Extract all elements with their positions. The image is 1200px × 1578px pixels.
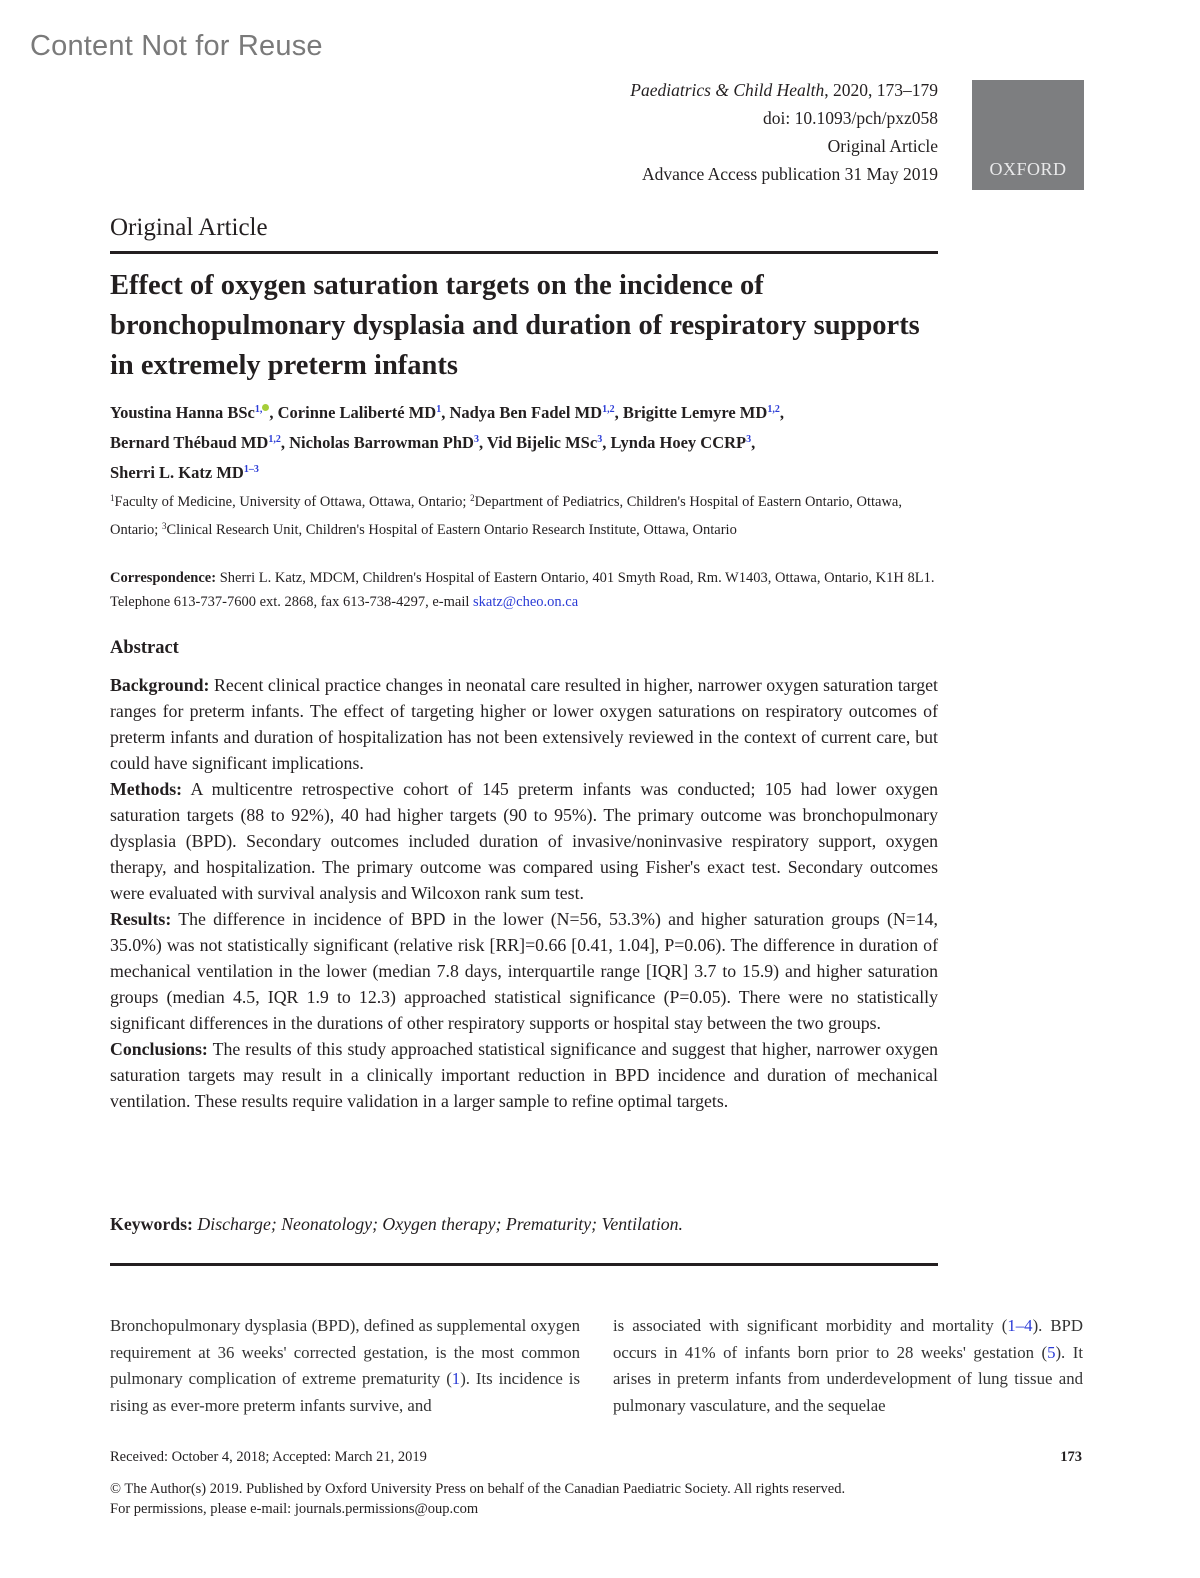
affiliation-marker: 3 — [161, 521, 167, 531]
received-accepted-dates: Received: October 4, 2018; Accepted: March 21, 2019 — [110, 1449, 427, 1465]
author-affiliation-ref[interactable]: 1–3 — [243, 464, 259, 475]
author: Nicholas Barrowman PhD — [289, 433, 474, 452]
affiliation: Department of Pediatrics, Children's Hospital of Eastern Ontario, Ottawa, Ontario; — [110, 494, 902, 538]
reference-link[interactable]: 1–4 — [1007, 1316, 1033, 1335]
journal-year-pages: , 2020, 173–179 — [824, 80, 938, 100]
journal-meta — [630, 76, 938, 188]
keywords-label: Keywords: — [110, 1214, 193, 1234]
abstract-conclusions — [110, 1036, 938, 1114]
author: Vid Bijelic MSc — [486, 433, 598, 452]
author: Corinne Laliberté MD — [277, 403, 437, 422]
author-affiliation-ref[interactable]: 1,2 — [602, 404, 615, 415]
author-list: Youstina Hanna BSc$^{1,}$ , Corinne Laliberté $MD^1$, Nadya Ben Fadel MD$^{1,2}$, Brigitte Lemyre MD$^{1,2}$, Bernard Thébaud MD$^{1,2}$, Nicholas Barrowman PhD$^3$, Vid Bijelic MSc$^3$, Lynda Hoey CCRP$^3$, Sherri L. Katz MD$^{1-3}$ — [110, 403, 784, 482]
section-label: Original Article — [110, 214, 268, 241]
body-text: ). It arises in preterm infants from underdevelopment of lung tissue and pulmonary vasculature, and the sequelae — [613, 1342, 1083, 1415]
affiliation-marker: 1 — [110, 493, 115, 503]
abstract-text: Recent clinical practice changes in neonatal care resulted in higher, narrower oxygen saturation target ranges for preterm infants. The effect of targeting higher or lower oxygen saturations on respiratory outcomes of preterm infants and duration of hospitalization has not been extensively reviewed in the context of current care, but could have significant implications. — [110, 675, 938, 773]
author-affiliation-ref[interactable]: 3 — [746, 434, 752, 445]
author: Youstina Hanna BSc — [110, 403, 255, 422]
orcid-icon[interactable] — [262, 404, 269, 411]
article-type: Original Article — [827, 136, 938, 156]
affiliation: Faculty of Medicine, University of Ottawa, Ottawa, Ontario; — [114, 494, 471, 510]
abstract-text: The difference in incidence of BPD in the lower (N=56, 53.3%) and higher saturation groups (N=14, 35.0%) was not statistically significant (relative risk [RR]=0.66 [0.41, 1.04], P=0.06). The difference in duration of mechanical ventilation in the lower (median 7.8 days, interquartile range [IQR] 3.7 to 15.9) and higher saturation groups (median 4.5, IQR 1.9 to 12.3) approached statistical significance (P=0.05). There were no statistically significant differences in the durations of other respiratory supports or hospital stay between the two groups. — [110, 909, 938, 1033]
reference-link[interactable]: 1 — [451, 1369, 461, 1388]
abstract-background — [110, 672, 938, 776]
author-affiliation-ref[interactable]: 1,2 — [767, 404, 780, 415]
abstract-label: Conclusions: — [110, 1039, 208, 1059]
body-text: ). BPD occurs in 41% of infants born prior to 28 weeks' gestation ( — [613, 1316, 1083, 1362]
correspondence-text: Sherri L. Katz, MDCM, Children's Hospital of Eastern Ontario, 401 Smyth Road, Rm. W1403, Ottawa, Ontario, K1H 8L1. Telephone 613-737-7600 ext. 2868, fax 613-738-4297, e-mail — [110, 570, 935, 610]
abstract-text: A multicentre retrospective cohort of 145 preterm infants was conducted; 105 had lower oxygen saturation targets (88 to 92%), 40 had higher targets (90 to 95%). The primary outcome was bronchopulmonary dysplasia (BPD). Secondary outcomes included duration of invasive/noninvasive respiratory support, oxygen therapy, and hospitalization. The primary outcome was compared using Fisher's exact test. Secondary outcomes were evaluated with survival analysis and Wilcoxon rank sum test. — [110, 779, 938, 903]
doi: doi: 10.1093/pch/pxz058 — [763, 108, 938, 128]
author-affiliation-ref[interactable]: 3 — [473, 434, 479, 445]
author-affiliation-ref[interactable]: 1 — [436, 404, 442, 415]
abstract-label: Results: — [110, 909, 172, 929]
watermark: Content Not for Reuse — [30, 30, 323, 62]
abstract-label: Methods: — [110, 779, 183, 799]
abstract-text: The results of this study approached statistical significance and suggest that higher, narrower oxygen saturation targets may result in a clinically important reduction in BPD incidence and duration of mechanical ventilation. These results require validation in a larger sample to refine optimal targets. — [110, 1039, 938, 1111]
author: Nadya Ben Fadel MD — [449, 403, 603, 422]
body-text: ). Its incidence is rising as ever-more preterm infants survive, and — [110, 1369, 580, 1415]
body-text: Bronchopulmonary dysplasia (BPD), defined as supplemental oxygen requirement at 36 weeks' corrected gestation, is the most common pulmonary complication of extreme prematurity ( — [110, 1316, 580, 1388]
affiliation: Clinical Research Unit, Children's Hospital of Eastern Ontario Research Institute, Ottawa, Ontario — [166, 522, 737, 538]
author: Lynda Hoey CCRP — [610, 433, 747, 452]
journal-name: Paediatrics & Child Health — [630, 80, 825, 100]
affiliations — [110, 486, 940, 542]
correspondence — [110, 566, 940, 614]
abstract — [110, 672, 938, 1114]
keywords-list: Discharge; Neonatology; Oxygen therapy; Prematurity; Ventilation. — [192, 1214, 683, 1234]
article-title: Effect of oxygen saturation targets on the incidence of bronchopulmonary dysplasia and duration of respiratory supports in extremely preterm infants — [110, 270, 920, 381]
copyright-notice — [110, 1479, 845, 1519]
divider-top — [110, 251, 938, 254]
author-affiliation-ref[interactable]: 1,2 — [268, 434, 281, 445]
correspondence-email-link[interactable]: skatz@cheo.on.ca — [473, 594, 579, 610]
oxford-logo-text: OXFORD — [989, 159, 1067, 179]
body-column-right — [613, 1313, 1083, 1419]
divider-bottom — [110, 1263, 938, 1266]
abstract-results — [110, 906, 938, 1036]
author-affiliation-ref[interactable]: 1, — [254, 404, 263, 415]
body-text: is associated with significant morbidity and mortality ( — [613, 1316, 1008, 1335]
advance-access: Advance Access publication 31 May 2019 — [642, 164, 938, 184]
author: Brigitte Lemyre MD — [622, 403, 768, 422]
abstract-label: Background: — [110, 675, 210, 695]
correspondence-label: Correspondence: — [110, 570, 217, 586]
abstract-methods — [110, 776, 938, 906]
copyright: © The Author(s) 2019. Published by Oxford University Press on behalf of the Canadian Paediatric Society. All rights reserved. — [110, 1481, 846, 1497]
reference-link[interactable]: 5 — [1047, 1342, 1056, 1362]
oxford-logo — [972, 80, 1084, 190]
abstract-heading: Abstract — [110, 638, 179, 658]
author-affiliation-ref[interactable]: 3 — [597, 434, 603, 445]
affiliation-marker: 2 — [470, 493, 475, 503]
body-column-left — [110, 1313, 580, 1419]
author: Bernard Thébaud MD — [110, 433, 269, 452]
keywords — [110, 1214, 938, 1235]
author: Sherri L. Katz MD — [110, 463, 244, 482]
page-number: 173 — [1060, 1449, 1082, 1465]
permissions: For permissions, please e-mail: journals.permissions@oup.com — [110, 1501, 479, 1517]
